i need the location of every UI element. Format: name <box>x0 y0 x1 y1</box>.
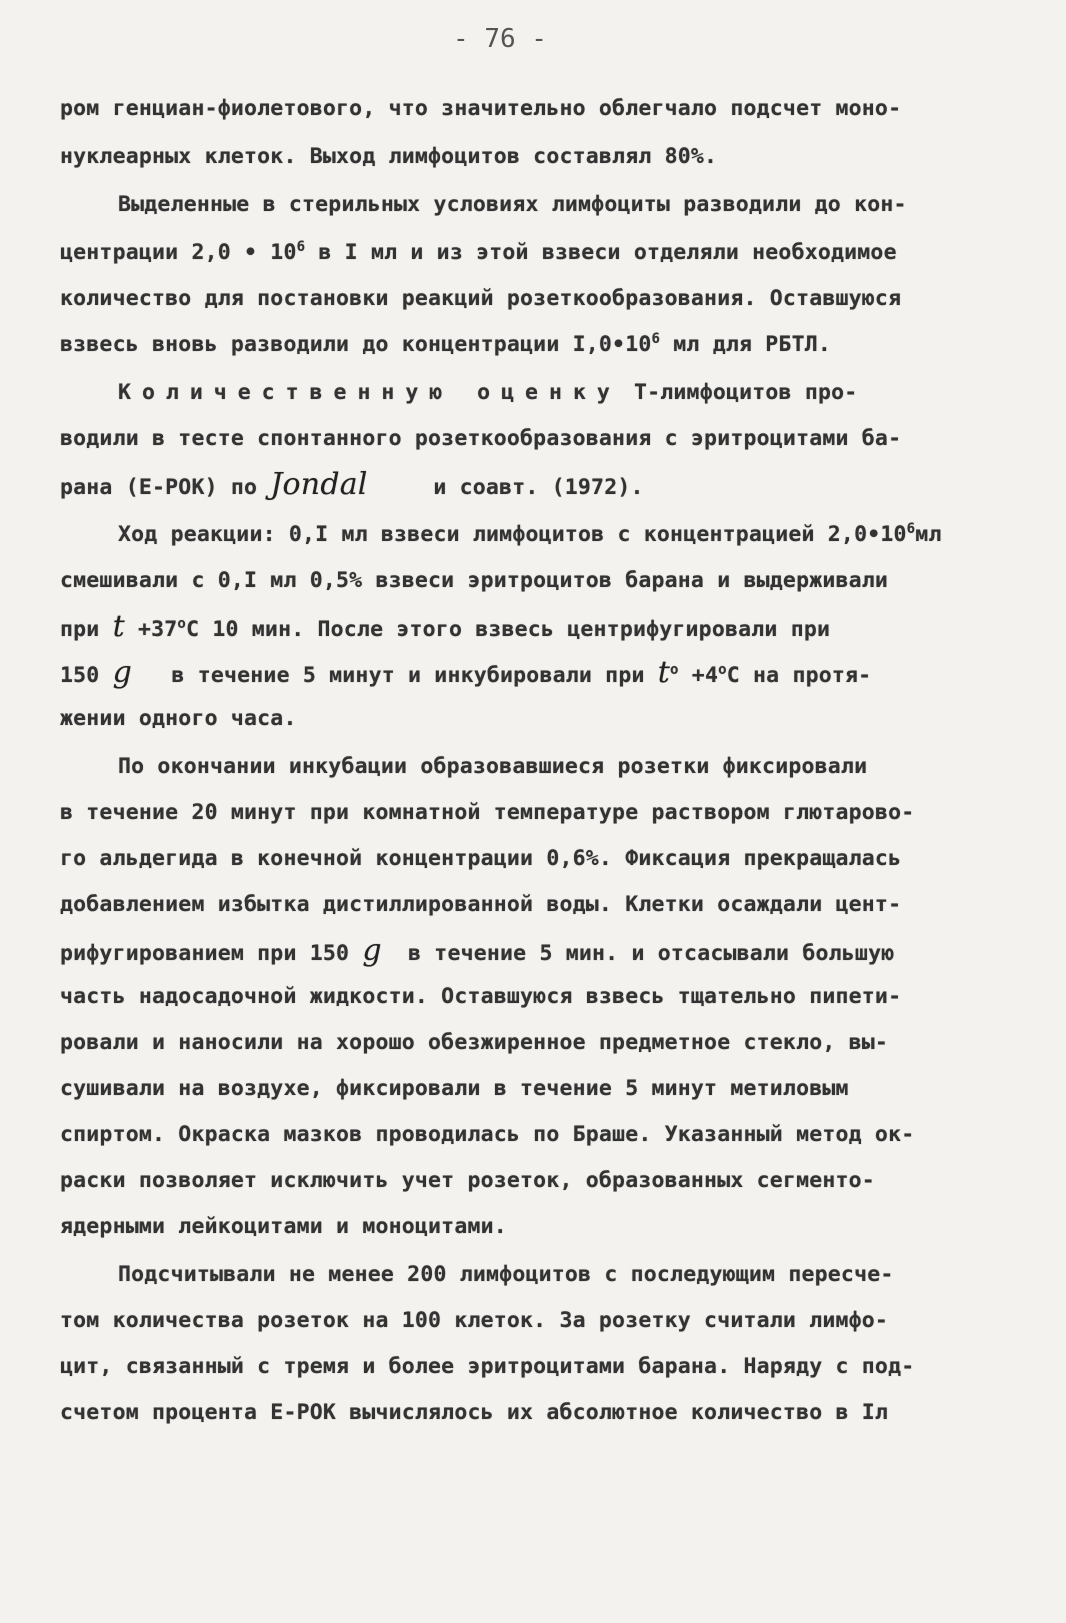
text-run: в I мл и из этой взвеси отделяли необходимое <box>305 240 897 265</box>
text-run: рифугированием при 150 <box>60 941 363 966</box>
text-line: Подсчитывали не менее 200 лимфоцитов с последующим пересче- <box>118 1262 894 1287</box>
text-run: мл <box>915 522 942 547</box>
text-run: взвесь вновь разводили до концентрации I,0•10 <box>60 332 652 357</box>
text-line <box>60 609 831 645</box>
text-line: в течение 20 минут при комнатной температуре раствором глютарово- <box>60 800 915 825</box>
text-run: Ход реакции: 0,I мл взвеси лимфоцитов с концентрацией 2,0•10 <box>118 522 907 547</box>
text-line: том количества розеток на 100 клеток. За розетку считали лимфо- <box>60 1308 889 1333</box>
text-line <box>60 933 895 969</box>
text-run: и соавт. (1972). <box>367 475 644 500</box>
text-line: нуклеарных клеток. Выход лимфоцитов составлял 80%. <box>60 144 718 169</box>
text-line: ровали и наносили на хорошо обезжиренное предметное стекло, вы- <box>60 1030 889 1055</box>
text-run: при <box>60 617 113 642</box>
text-line: ядерными лейкоцитами и моноцитами. <box>60 1214 507 1239</box>
text-run: С 10 мин. После этого взвесь центрифугировали при <box>186 617 831 642</box>
handwritten-author: Jondal <box>270 467 368 502</box>
text-line: смешивали с 0,I мл 0,5% взвеси эритроцитов барана и выдерживали <box>60 568 889 593</box>
superscript: 6 <box>651 330 661 347</box>
text-line: раски позволяет исключить учет розеток, образованных сегменто- <box>60 1168 875 1193</box>
text-line <box>60 238 897 268</box>
text-line: цит, связанный с тремя и более эритроцитами барана. Наряду с под- <box>60 1354 915 1379</box>
text-run: мл для РБТЛ. <box>660 332 831 357</box>
spaced-text: Количественную оценку <box>118 380 621 405</box>
text-line: По окончании инкубации образовавшиеся розетки фиксировали <box>118 754 868 779</box>
text-run: в течение 5 мин. и отсасывали большую <box>381 941 895 966</box>
text-run: рана (Е-РОК) по <box>60 475 271 500</box>
page-number: - 76 - <box>453 24 547 54</box>
superscript: 6 <box>296 238 306 255</box>
text-run: в течение 5 минут и инкубировали при <box>131 663 658 688</box>
text-line <box>60 330 831 360</box>
text-line: часть надосадочной жидкости. Оставшуюся взвесь тщательно пипети- <box>60 984 902 1009</box>
text-line: количество для постановки реакций розеткообразования. Оставшуюся <box>60 286 902 311</box>
text-line <box>60 655 872 691</box>
text-line <box>118 378 857 408</box>
text-line <box>60 467 644 503</box>
text-run: С на протя- <box>726 663 872 688</box>
superscript: о <box>718 661 727 678</box>
text-run: Т-лимфоцитов про- <box>620 380 858 405</box>
text-line: Выделенные в стерильных условиях лимфоциты разводили до кон- <box>118 192 907 217</box>
text-run: центрации 2,0 • 10 <box>60 240 297 265</box>
text-line: жении одного часа. <box>60 706 297 731</box>
superscript: 6 <box>906 520 916 537</box>
text-line: добавлением избытка дистиллированной воды. Клетки осаждали цент- <box>60 892 902 917</box>
text-line: ром генциан-фиолетового, что значительно облегчало подсчет моно- <box>60 96 902 121</box>
text-run: +4 <box>678 663 719 688</box>
superscript: о <box>177 615 187 632</box>
superscript: о <box>670 661 679 678</box>
text-line: водили в тесте спонтанного розеткообразования с эритроцитами ба- <box>60 426 902 451</box>
handwritten-symbol: t <box>657 655 671 690</box>
handwritten-symbol: g <box>362 933 382 968</box>
handwritten-symbol: g <box>112 655 132 690</box>
handwritten-symbol: t <box>112 609 125 644</box>
text-run: 150 <box>60 663 113 688</box>
text-line <box>118 520 942 550</box>
text-line: сушивали на воздухе, фиксировали в течение 5 минут метиловым <box>60 1076 849 1101</box>
text-run: +37 <box>124 617 178 642</box>
text-line: счетом процента Е-РОК вычислялось их абсолютное количество в Iл <box>60 1400 889 1425</box>
text-line: спиртом. Окраска мазков проводилась по Браше. Указанный метод ок- <box>60 1122 915 1147</box>
text-line: го альдегида в конечной концентрации 0,6%. Фиксация прекращалась <box>60 846 902 871</box>
